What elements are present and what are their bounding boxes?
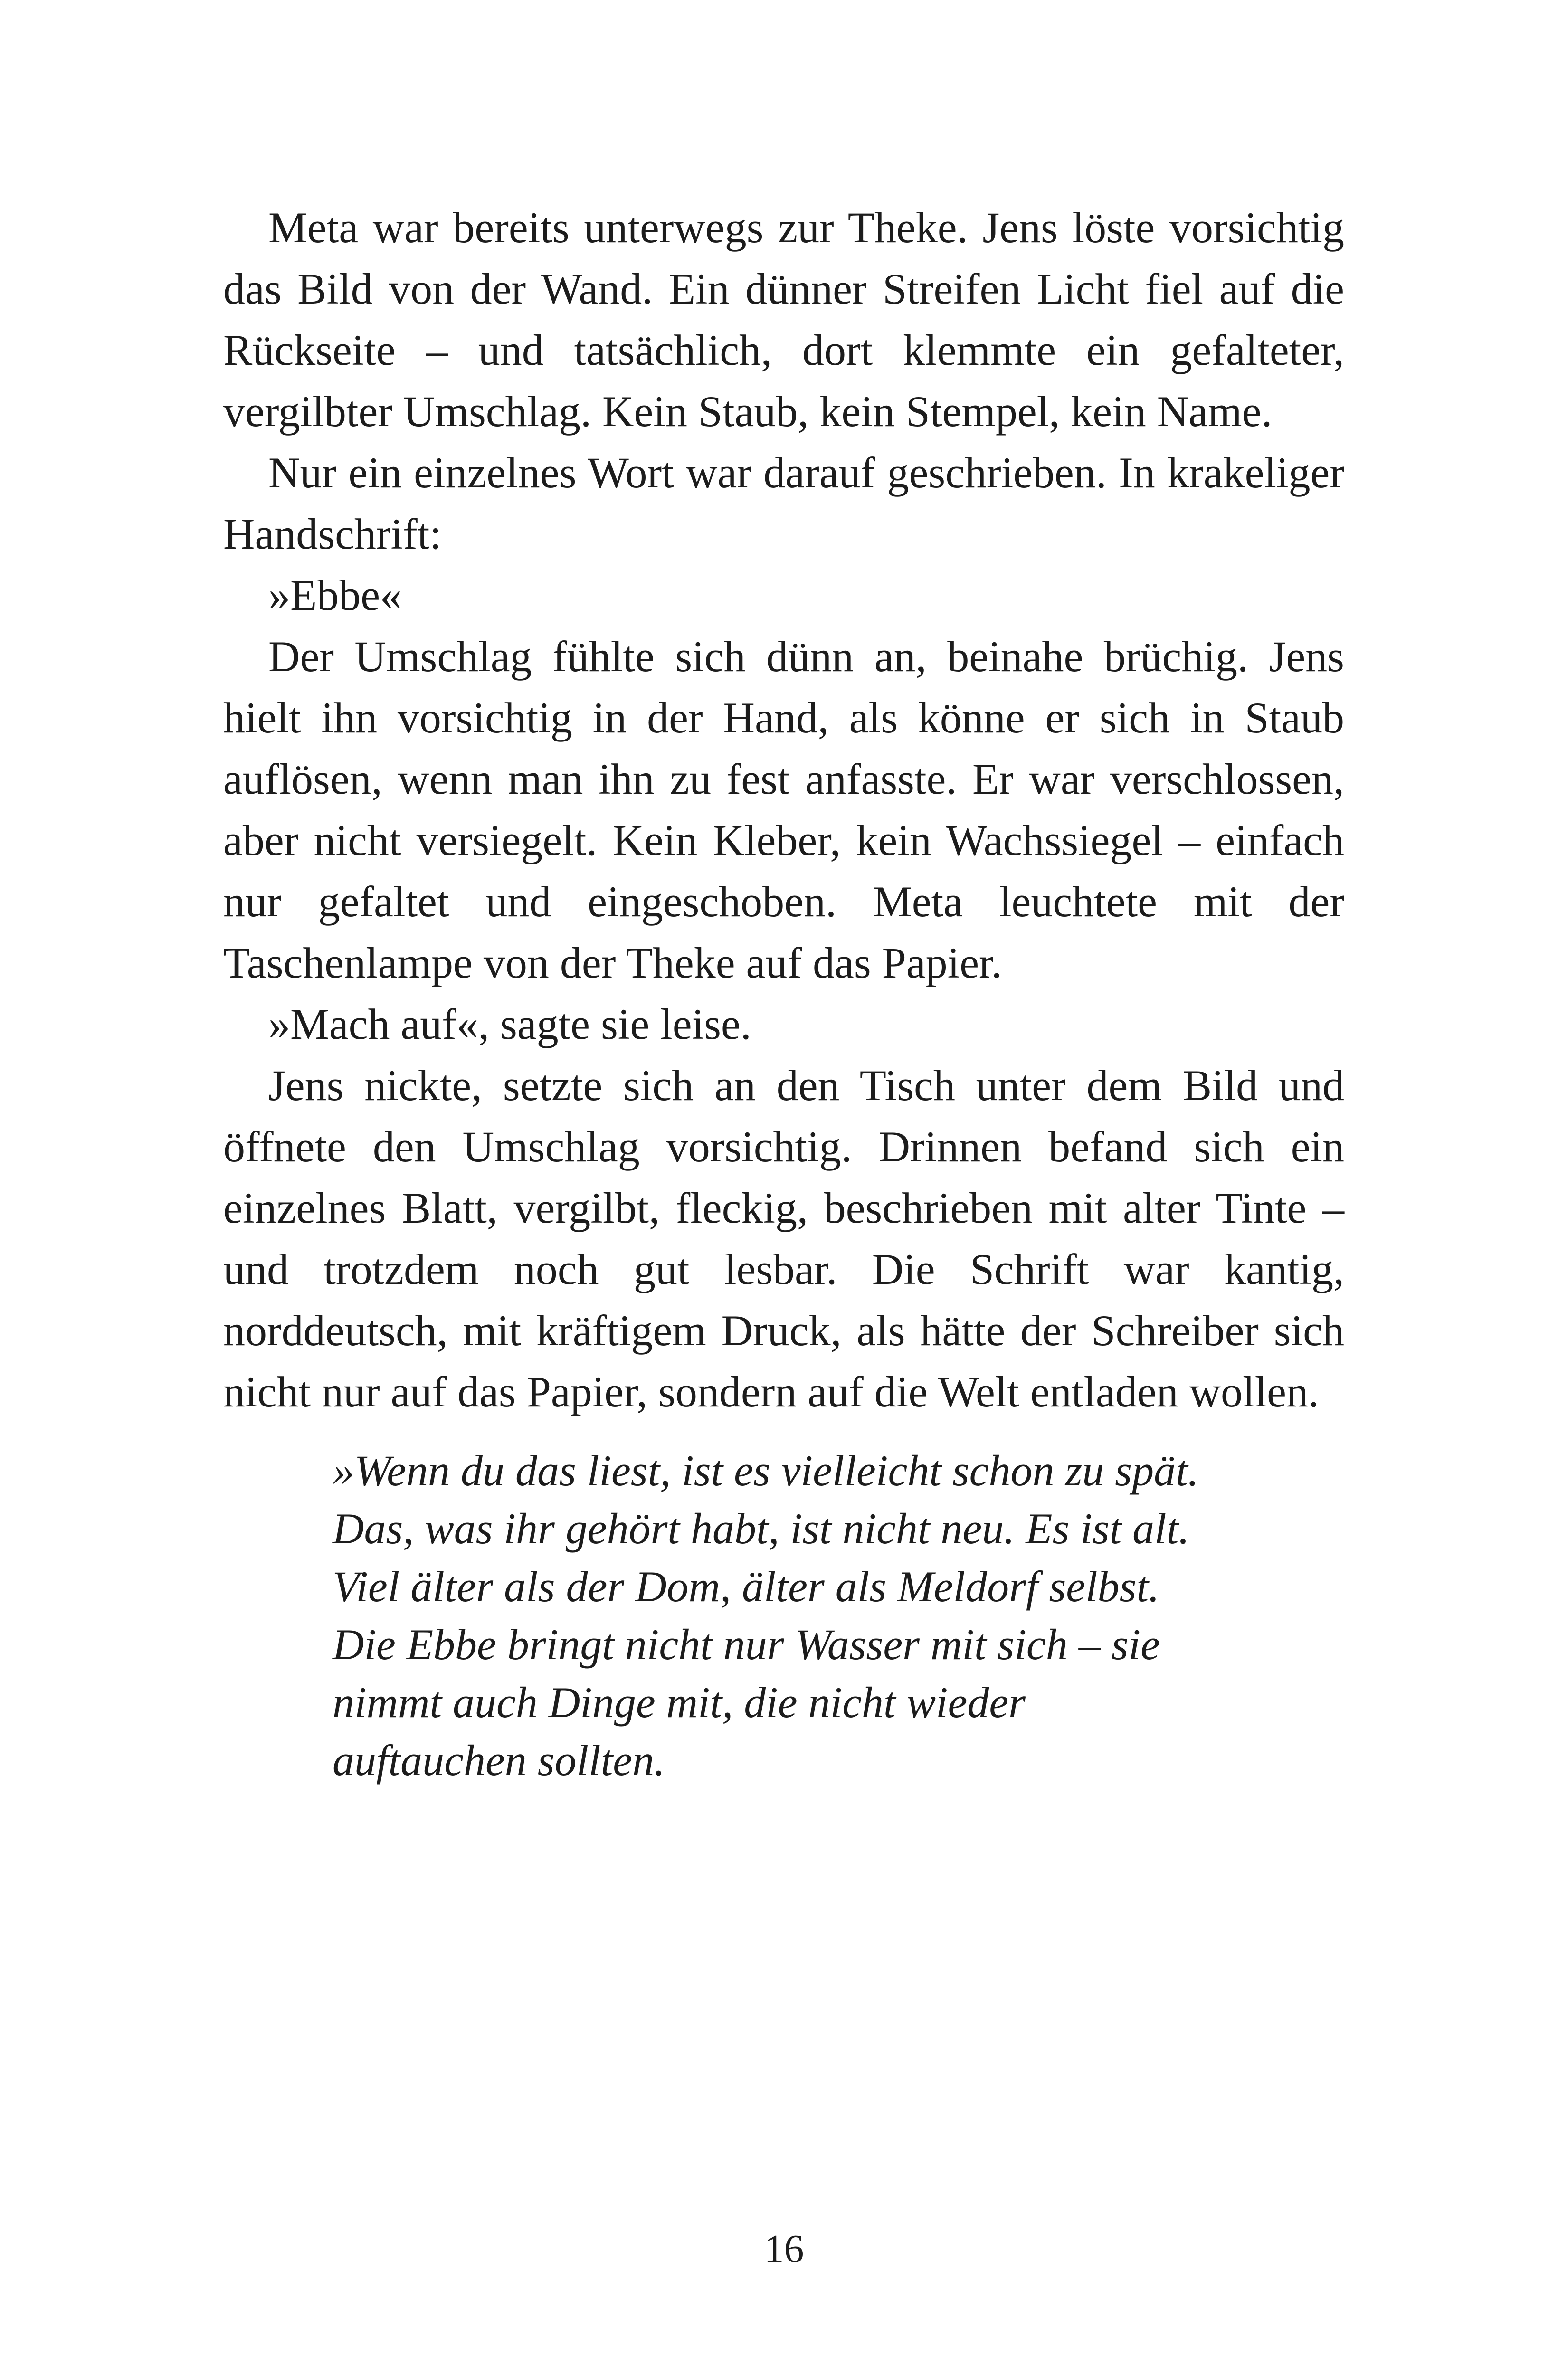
paragraph: Der Umschlag fühlte sich dünn an, beinahe brüchig. Jens hielt ihn vorsichtig in der Hand, als könne er sich in Staub auflösen, wenn man ihn zu fest anfasste. Er war verschlossen, aber nicht versiegelt. Kein Kleber, kein Wachssiegel – einfach nur gefaltet und eingeschoben. Meta leuchtete mit der Taschenlampe von der Theke auf das Papier. <box>223 632 1344 987</box>
letter-quote <box>333 1442 1283 1789</box>
paragraph: Jens nickte, setzte sich an den Tisch unter dem Bild und öffnete den Umschlag vorsichtig. Drinnen befand sich ein einzelnes Blatt, vergilbt, fleckig, beschrieben mit alter Tinte – und trotzdem noch gut lesbar. Die Schrift war kantig, norddeutsch, mit kräftigem Druck, als hätte der Schreiber sich nicht nur auf das Papier, sondern auf die Welt entladen wollen. <box>223 1061 1344 1416</box>
quote-line: Viel älter als der Dom, älter als Meldorf selbst. <box>333 1562 1160 1611</box>
quote-line: Das, was ihr gehört habt, ist nicht neu. Es ist alt. <box>333 1504 1190 1553</box>
paragraph: Meta war bereits unterwegs zur Theke. Jens löste vorsichtig das Bild von der Wand. Ein dünner Streifen Licht fiel auf die Rückseite – und tatsächlich, dort klemmte ein gefalteter, vergilbter Umschlag. Kein Staub, kein Stempel, kein Name. <box>223 203 1344 436</box>
quote-line: »Wenn du das liest, ist es vielleicht schon zu spät. <box>333 1446 1199 1495</box>
quote-line: auftauchen sollten. <box>333 1736 665 1785</box>
quote-line: Die Ebbe bringt nicht nur Wasser mit sich – sie <box>333 1620 1160 1669</box>
paragraph: Nur ein einzelnes Wort war darauf geschrieben. In krakeliger Handschrift: <box>223 448 1344 558</box>
page-number: 16 <box>764 2227 804 2271</box>
paragraph: »Ebbe« <box>268 571 402 619</box>
quote-line: nimmt auch Dinge mit, die nicht wieder <box>333 1678 1026 1727</box>
body-text <box>223 197 1344 1423</box>
paragraph: »Mach auf«, sagte sie leise. <box>268 1000 751 1048</box>
